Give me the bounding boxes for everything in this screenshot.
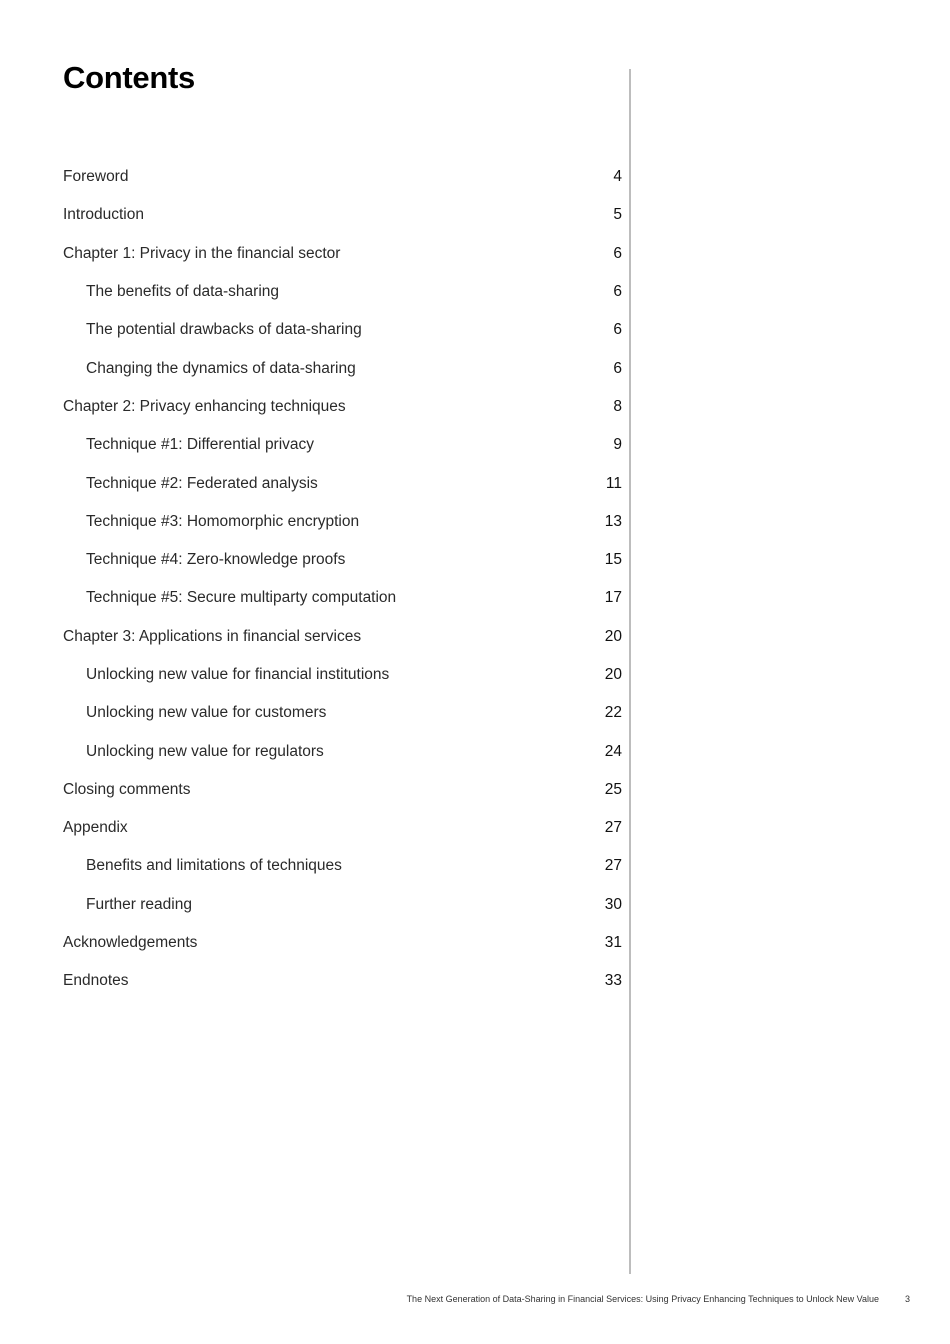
toc-entry-page: 13 [604, 512, 622, 530]
toc-entry-page: 31 [604, 934, 622, 952]
toc-entry[interactable] [63, 311, 622, 349]
toc-entry[interactable] [63, 273, 622, 311]
toc-entry-label: Technique #5: Secure multiparty computation [86, 589, 397, 607]
toc-entry-page: 6 [613, 283, 622, 301]
toc-entry[interactable] [63, 618, 622, 656]
toc-entry[interactable] [63, 656, 622, 694]
toc-entry-page: 17 [604, 589, 622, 607]
toc-entry-label: Unlocking new value for customers [86, 704, 327, 722]
toc-entry-label: Chapter 2: Privacy enhancing techniques [63, 397, 346, 415]
toc-entry-label: Technique #4: Zero-knowledge proofs [86, 551, 346, 569]
toc-entry-label: Technique #1: Differential privacy [86, 436, 315, 454]
toc-entry[interactable] [63, 196, 622, 234]
page-title: Contents [63, 60, 195, 95]
toc-entry[interactable] [63, 962, 622, 1000]
toc-entry[interactable] [63, 771, 622, 809]
toc-entry[interactable] [63, 388, 622, 426]
toc-entry[interactable] [63, 541, 622, 579]
toc-entry-page: 33 [604, 972, 622, 990]
toc-entry-page: 11 [605, 474, 622, 492]
toc-entry-page: 4 [613, 168, 622, 186]
toc-entry-page: 6 [613, 359, 622, 377]
toc-entry-page: 6 [613, 244, 622, 262]
toc-entry-page: 27 [604, 857, 622, 875]
toc-entry-label: Unlocking new value for financial institutions [86, 666, 390, 683]
toc-entry-page: 15 [604, 551, 622, 569]
toc-entry-page: 20 [604, 666, 622, 683]
footer-page-number: 3 [904, 1294, 910, 1304]
toc-entry[interactable] [63, 732, 622, 770]
toc-entry-label: Further reading [86, 895, 192, 913]
table-of-contents [63, 158, 622, 1001]
toc-entry-label: Chapter 3: Applications in financial services [63, 627, 362, 645]
toc-entry-label: Introduction [63, 206, 144, 224]
toc-entry-label: Foreword [63, 168, 129, 186]
toc-entry-label: Acknowledgements [63, 934, 198, 952]
toc-entry-label: Appendix [63, 819, 128, 837]
toc-entry-label: The potential drawbacks of data-sharing [86, 321, 362, 339]
toc-entry-label: The benefits of data-sharing [86, 283, 280, 301]
toc-entry-label: Chapter 1: Privacy in the financial sector [63, 244, 341, 262]
toc-entry-page: 9 [613, 436, 622, 454]
toc-entry[interactable] [63, 349, 622, 387]
toc-entry[interactable] [63, 426, 622, 464]
toc-entry[interactable] [63, 579, 622, 617]
toc-entry-page: 25 [604, 780, 622, 798]
toc-entry-label: Endnotes [63, 972, 129, 990]
toc-entry[interactable] [63, 694, 622, 732]
toc-entry[interactable] [63, 809, 622, 847]
toc-entry[interactable] [63, 886, 622, 924]
toc-entry-page: 8 [613, 397, 622, 415]
toc-entry-page: 5 [613, 206, 622, 224]
toc-entry[interactable] [63, 847, 622, 885]
toc-entry-page: 6 [613, 321, 622, 339]
toc-entry-label: Closing comments [63, 780, 191, 798]
toc-entry[interactable] [63, 158, 622, 196]
toc-entry-page: 24 [604, 742, 622, 760]
toc-entry[interactable] [63, 464, 622, 502]
toc-entry-label: Unlocking new value for regulators [86, 742, 324, 760]
toc-entry-page: 22 [604, 704, 622, 722]
toc-entry-label: Technique #2: Federated analysis [86, 474, 318, 492]
footer-document-title: The Next Generation of Data-Sharing in Financial Services: Using Privacy Enhancing Techniques to Unlock New Value [406, 1294, 879, 1304]
toc-entry[interactable] [63, 235, 622, 273]
vertical-divider [629, 69, 631, 1274]
toc-entry-label: Changing the dynamics of data-sharing [86, 359, 356, 377]
page-footer [407, 1294, 910, 1304]
toc-entry-page: 30 [604, 895, 622, 913]
toc-entry-page: 20 [604, 627, 622, 645]
toc-entry[interactable] [63, 924, 622, 962]
toc-entry-page: 27 [604, 819, 622, 837]
toc-entry-label: Technique #3: Homomorphic encryption [86, 512, 360, 530]
toc-entry-label: Benefits and limitations of techniques [86, 857, 342, 875]
toc-entry[interactable] [63, 503, 622, 541]
